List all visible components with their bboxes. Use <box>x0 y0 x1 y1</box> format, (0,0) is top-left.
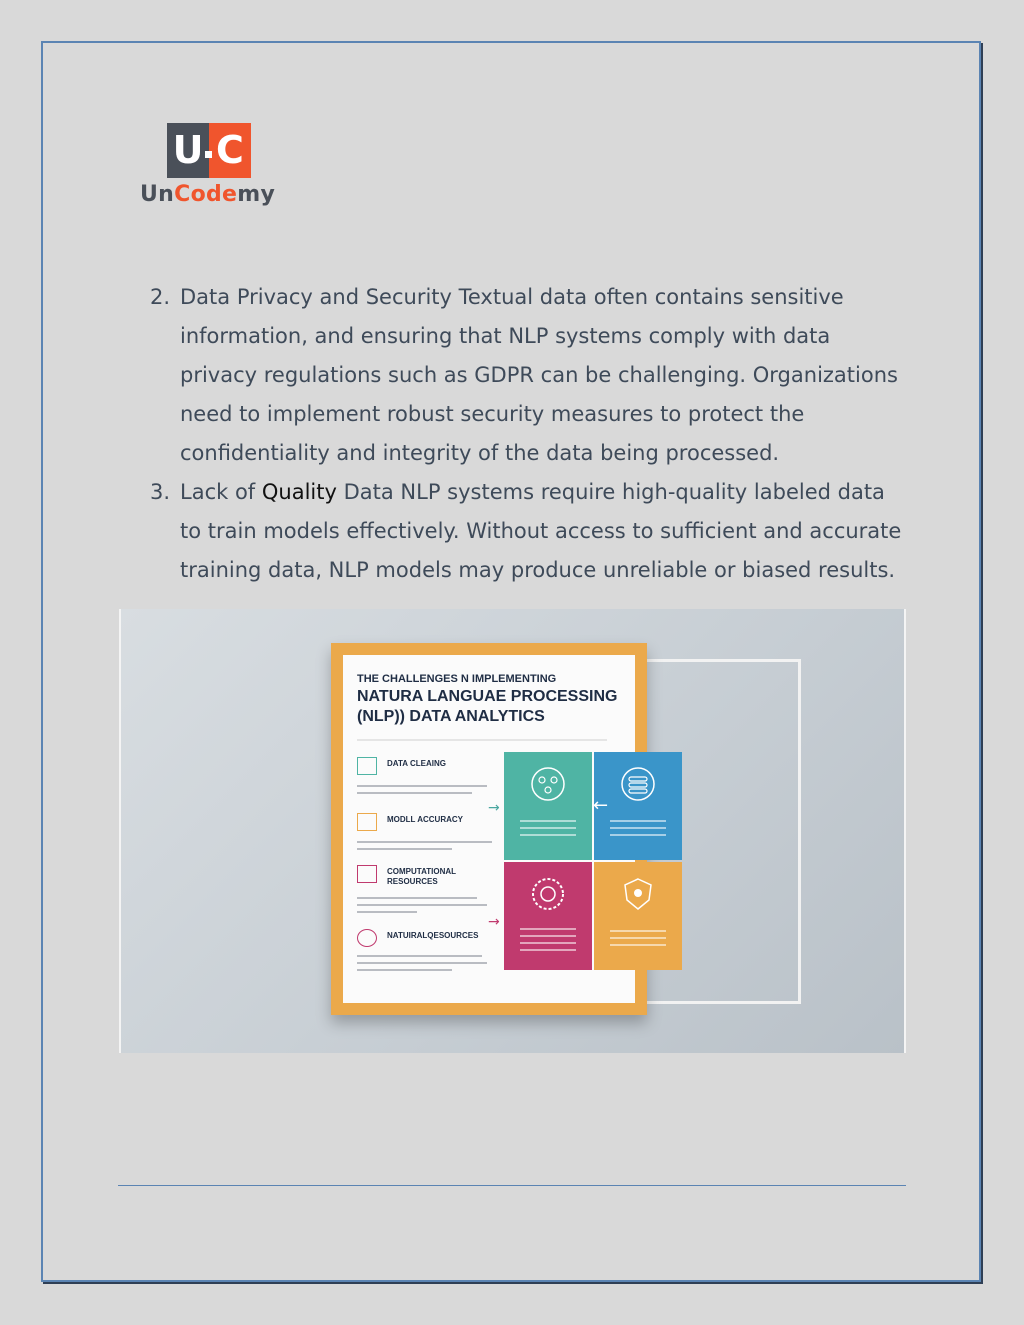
poster-item-label: MODLL ACCURACY <box>387 815 463 824</box>
tile-line <box>520 928 576 930</box>
poster-title-line2 <box>357 687 617 727</box>
list-item <box>150 278 910 473</box>
logo-wordmark <box>140 182 275 207</box>
numbered-list <box>150 278 910 590</box>
database-icon <box>618 764 658 804</box>
poster-item-label: COMPUTATIONAL RESOURCES <box>387 867 456 886</box>
tile-line <box>610 944 666 946</box>
grid-icon <box>357 757 377 775</box>
tile-line <box>610 937 666 939</box>
tile-line <box>520 827 576 829</box>
poster-item-line <box>357 848 452 850</box>
poster-rule <box>357 739 607 741</box>
logo-word-un: Un <box>140 182 175 207</box>
logo-dot <box>205 151 212 158</box>
logo-word-my: my <box>237 182 276 207</box>
list-number: 2. <box>150 285 171 309</box>
tile-line <box>610 827 666 829</box>
tile-grid <box>504 752 692 984</box>
tile-line <box>520 942 576 944</box>
poster-item-line <box>357 785 487 787</box>
poster-item-line <box>357 911 417 913</box>
tile-line <box>610 820 666 822</box>
logo-word-code: Code <box>174 182 238 207</box>
list-text-pre: Lack of <box>180 480 262 504</box>
tile-line <box>610 834 666 836</box>
tile-line <box>520 935 576 937</box>
poster-item-line <box>357 897 477 899</box>
tile-teal <box>504 752 592 860</box>
list-text-post: Data NLP systems require high-quality labeled data to train models effectively. Without access to sufficient and accurate training data, NLP models may produce unreliable or biased results. <box>180 480 902 582</box>
list-text-highlight: Quality <box>261 480 337 504</box>
arrow-right-icon: → <box>488 800 500 816</box>
poster-item-label: DATA CLEAING <box>387 759 446 768</box>
list-item <box>150 473 910 590</box>
arrow-left-icon: ← <box>593 795 609 816</box>
poster-item-line <box>357 841 492 843</box>
list-number: 3. <box>150 480 171 504</box>
tile-line <box>520 820 576 822</box>
poster-item-label: NATUIRALQESOURCES <box>387 931 479 940</box>
network-icon <box>528 764 568 804</box>
tile-line <box>520 834 576 836</box>
table-icon <box>357 813 377 831</box>
tile-line <box>610 930 666 932</box>
tile-line <box>520 949 576 951</box>
poster-item-line <box>357 955 482 957</box>
uncodemy-logo <box>140 120 280 215</box>
poster-title-line1: THE CHALLENGES N IMPLEMENTING <box>357 673 557 685</box>
nlp-challenges-illustration <box>119 609 906 1053</box>
poster-item-line <box>357 962 487 964</box>
poster-item-line <box>357 792 472 794</box>
poster-item-line <box>357 969 452 971</box>
brain-icon <box>357 929 377 947</box>
tile-magenta <box>504 862 592 970</box>
logo-mark-c: C <box>209 123 251 178</box>
poster-item-line <box>357 904 487 906</box>
logo-mark-u: U <box>167 123 209 178</box>
arrow-right-icon: → <box>488 914 500 930</box>
gear-icon <box>528 874 568 914</box>
tile-orange <box>594 862 682 970</box>
chip-icon <box>357 865 377 883</box>
shield-icon <box>618 874 658 914</box>
poster-title-line3-text: (NLP)) DATA ANALYTICS <box>357 708 545 725</box>
poster-title-line2-text: NATURA LANGUAE PROCESSING <box>357 688 618 705</box>
logo-mark <box>167 123 251 178</box>
list-text: Data Privacy and Security Textual data often contains sensitive information, and ensuring that NLP systems comply with data privacy regulations such as GDPR can be challenging. Organizations need to implement robust security measures to protect the confidentiality and integrity of the data being processed. <box>180 285 898 465</box>
footer-rule <box>118 1185 906 1186</box>
